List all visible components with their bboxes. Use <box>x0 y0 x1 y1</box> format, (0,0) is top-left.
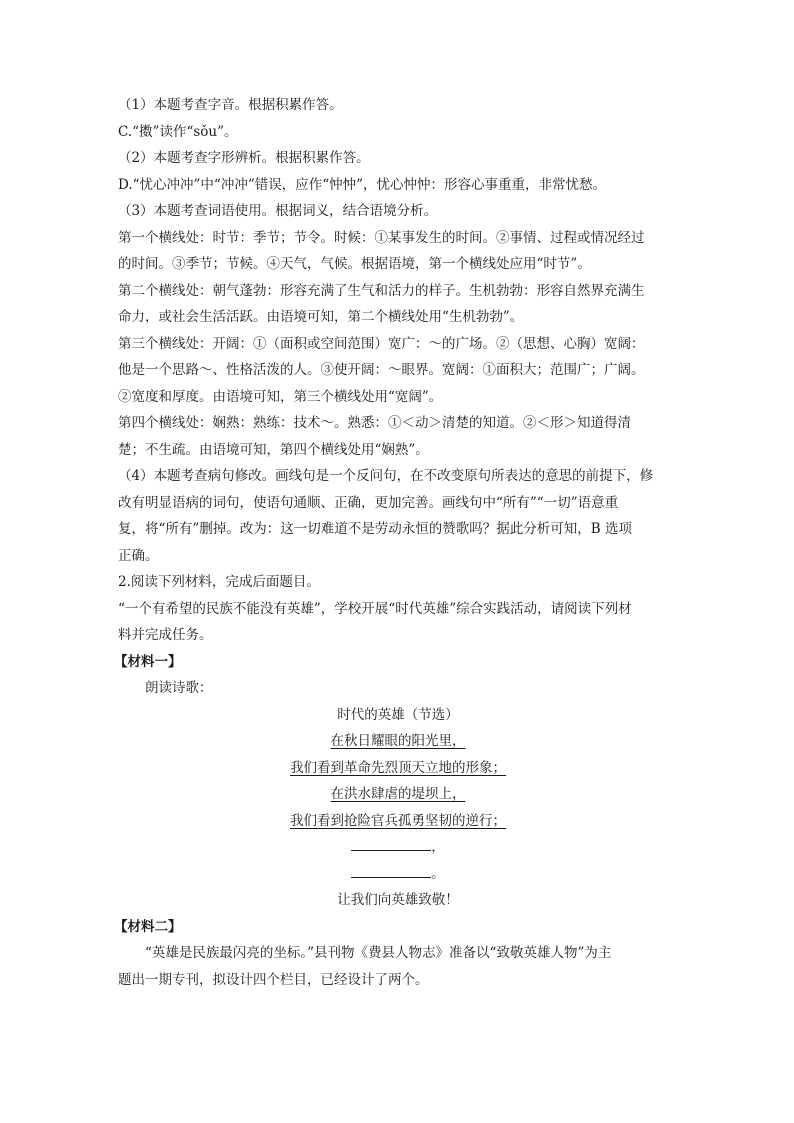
underlined-text: 在秋日耀眼的阳光里， <box>330 733 466 749</box>
document-page <box>114 92 678 993</box>
material-two-text: 题出一期专刊，拟设计四个栏目，已经设计了两个。 <box>118 971 429 988</box>
answer-line: C.“擞”读作“sǒu”。 <box>118 123 238 140</box>
question-title: 2.阅读下列材料，完成后面题目。 <box>118 574 320 590</box>
answer-line: 第四个横线处：娴熟：熟练：技术～。熟悉：①＜动＞清楚的知道。②＜形＞知道得清 <box>118 415 631 431</box>
answer-line: ②宽度和厚度。由语境可知，第三个横线处用“宽阔”。 <box>118 388 443 405</box>
poem-closing-line: 让我们向英雄致敬！ <box>337 892 459 908</box>
blank-punctuation: ， <box>431 839 445 855</box>
question-intro: 料并完成任务。 <box>118 627 213 643</box>
answer-line: （2）本题考查字形辨析。根据积累作答。 <box>118 150 370 166</box>
answer-line: 第一个横线处：时节：季节；节令。时候：①某事发生的时间。②事情、过程或情况经过 <box>118 229 645 246</box>
poem-intro: 朗读诗歌： <box>145 680 213 696</box>
blank-punctuation: 。 <box>431 865 445 882</box>
underlined-text: 我们看到抢险官兵孤勇坚韧的逆行； <box>290 812 506 829</box>
answer-line: 的时间。③季节；节候。④天气，气候。根据语境，第一个横线处应用“时节”。 <box>118 256 591 272</box>
answer-line: 第二个横线处：朝气蓬勃：形容充满了生气和活力的样子。生机勃勃：形容自然界充满生 <box>118 282 645 299</box>
answer-line: D.“忧心冲冲”中“冲冲”错误，应作“忡忡”，忧心忡忡：形容心事重重，非常忧愁。 <box>118 176 607 193</box>
poem-title: 时代的英雄（节选） <box>337 706 459 723</box>
fill-blank[interactable] <box>351 863 431 878</box>
answer-line: 命力，或社会生活活跃。由语境可知，第二个横线处用“生机勃勃”。 <box>118 309 524 325</box>
question-intro: “一个有希望的民族不能没有英雄”，学校开展“时代英雄”综合实践活动，请阅读下列材 <box>118 600 632 617</box>
underlined-text: 在洪水肆虐的堤坝上， <box>330 786 466 802</box>
answer-line: 复，将“所有”删掉。改为：这一切难道不是劳动永恒的赞歌吗？据此分析可知，B 选项 <box>118 521 633 537</box>
poem-blank-line <box>118 861 678 888</box>
underlined-text: 我们看到革命先烈顶天立地的形象； <box>290 759 506 776</box>
answer-line: （4）本题考查病句修改。画线句是一个反问句，在不改变原句所表达的意思的前提下，修 <box>118 468 654 484</box>
material-two-heading: 【材料二】 <box>114 918 182 935</box>
fill-blank[interactable] <box>351 836 431 851</box>
material-one-heading: 【材料一】 <box>114 653 182 670</box>
poem-blank-line <box>118 834 678 861</box>
material-two-text: “英雄是民族最闪亮的坐标。”县刊物《费县人物志》准备以“致敬英雄人物”为主 <box>145 945 612 961</box>
answer-line: 正确。 <box>118 547 159 564</box>
poem-line <box>118 755 678 782</box>
answer-line: （1）本题考查字音。根据积累作答。 <box>118 97 343 113</box>
poem-line <box>118 781 678 808</box>
answer-line: 第三个横线处：开阔：①（面积或空间范围）宽广：～的广场。②（思想、心胸）宽阔： <box>118 335 645 352</box>
poem-line <box>118 808 678 835</box>
answer-line: 改有明显语病的词句，使语句通顺、正确，更加完善。画线句中“所有”“一切”语意重 <box>118 494 619 511</box>
answer-line: 楚；不生疏。由语境可知，第四个横线处用“娴熟”。 <box>118 441 429 458</box>
answer-line: 他是一个思路～、性格活泼的人。③使开阔：～眼界。宽阔：①面积大；范围广；广阔。 <box>118 362 645 378</box>
poem-line <box>118 728 678 755</box>
answer-line: （3）本题考查词语使用。根据词义，结合语境分析。 <box>118 203 438 219</box>
